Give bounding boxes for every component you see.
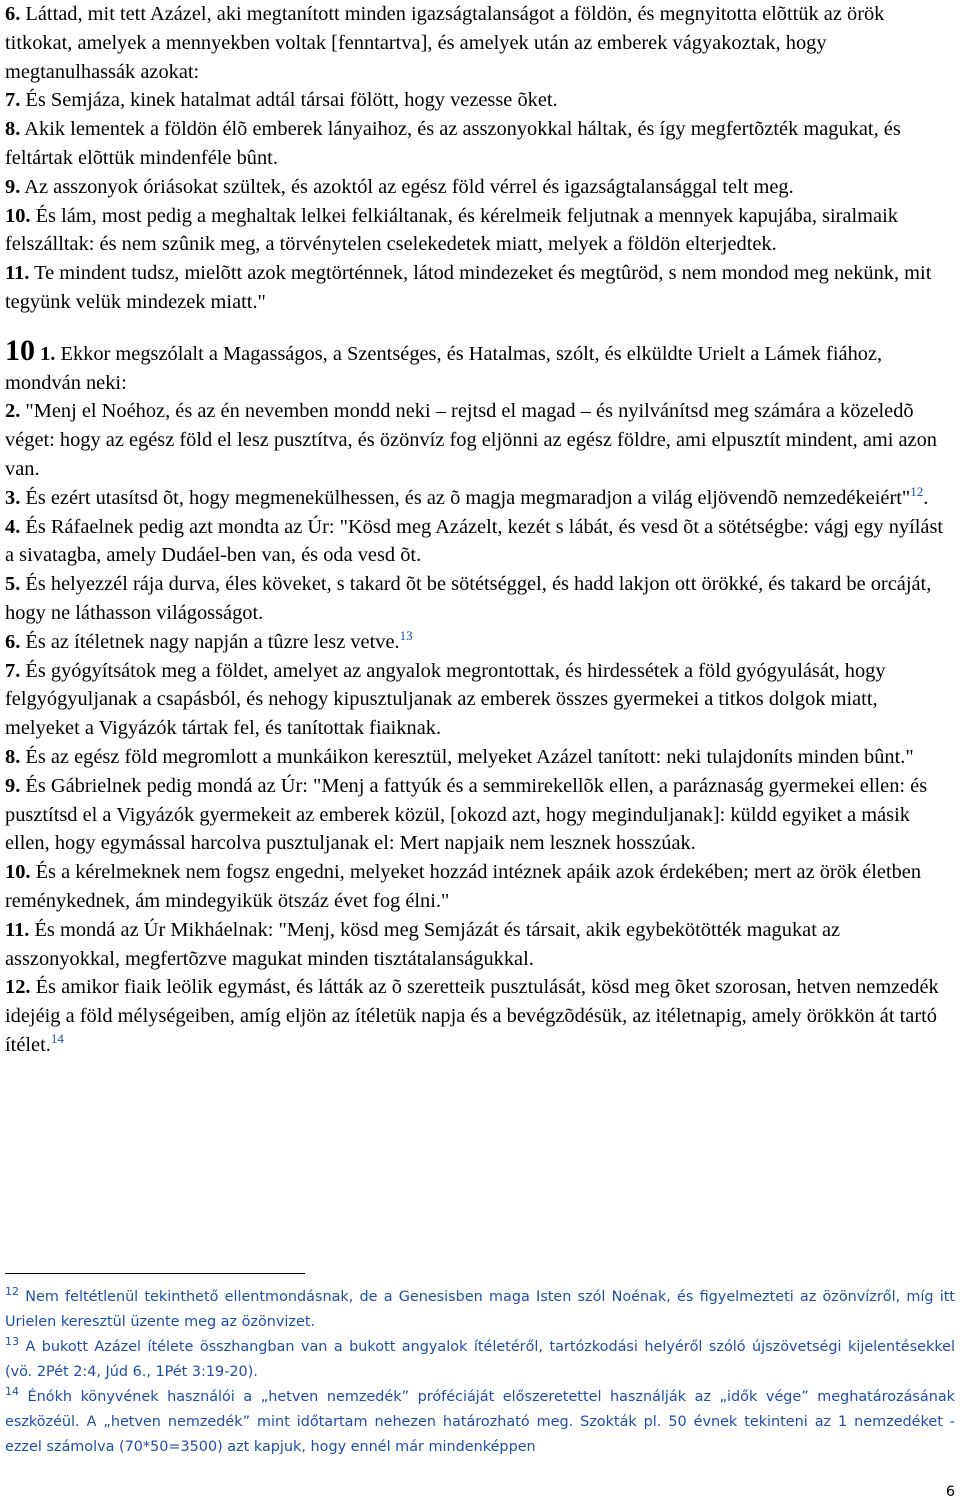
footnote-12 (5, 1285, 955, 1335)
verse-text-end: . (923, 486, 929, 509)
footnote-separator (5, 1273, 305, 1274)
verse-number: 9. (5, 175, 21, 198)
verse-9-6 (5, 0, 955, 86)
verse-number: 7. (5, 659, 21, 682)
verse-text: És helyezzél rája durva, éles köveket, s takard õt be sötétséggel, és hadd lakjon ott örökké, és takard be orcáját, hogy ne láthasson világosságot. (5, 573, 932, 624)
verse-text: Te mindent tudsz, mielõtt azok megtörténnek, látod mindezeket és megtûröd, s nem mondod meg nekünk, mit tegyünk velük mindezek miatt." (5, 262, 932, 313)
verse-number: 8. (5, 745, 21, 768)
verse-10-7 (5, 657, 955, 743)
verse-text: És az ítéletnek nagy napján a tûzre lesz vetve. (20, 630, 400, 653)
verse-number: 10. (5, 861, 31, 884)
chapter-number: 10 (5, 333, 35, 367)
verse-10-12 (5, 973, 955, 1059)
footnote-13 (5, 1335, 955, 1385)
footnote-text: Énókh könyvének használói a „hetven nemzedék” próféciáját előszeretettel használják az „idők vége” meghatározásának eszközéül. A „hetven nemzedék” mint időtartam nehezen határozható meg. Szokták pl. 50 évnek tekinteni az 1 nemzedéket - ezzel számolva (70*50=3500) azt kapjuk, hogy ennél már mindenképpen (5, 1389, 955, 1455)
footnote-number: 14 (5, 1385, 19, 1399)
verse-number: 1. (40, 342, 56, 365)
footnotes (5, 1285, 955, 1460)
verse-number: 2. (5, 400, 21, 423)
footnote-14 (5, 1385, 955, 1460)
verse-10-6 (5, 628, 955, 657)
verse-number: 11. (5, 262, 30, 285)
verse-text: És az egész föld megromlott a munkáikon keresztül, melyeket Azázel tanított: neki tulajdoníts minden bûnt." (20, 745, 914, 768)
verse-10-1 (5, 333, 955, 398)
footnote-number: 12 (5, 1285, 19, 1299)
footnote-ref[interactable]: 14 (50, 1031, 64, 1047)
verse-9-7 (5, 86, 955, 115)
verse-text: És a kérelmeknek nem fogsz engedni, melyeket hozzád intéznek apáik azok érdekében; mert az örök életben reménykednek, ám mindegyikük ötszáz évet fog élni." (5, 861, 922, 912)
verse-text: És lám, most pedig a meghaltak lelkei felkiáltanak, és kérelmeik feljutnak a mennyek kapujába, siralmaik felszálltak: és nem szûnik meg, a törvénytelen cselekedetek miatt, melyek a földön elterjedtek. (5, 204, 898, 256)
verse-number: 10. (5, 204, 31, 227)
verse-text: És ezért utasítsd õt, hogy megmenekülhessen, és az õ magja megmaradjon a világ eljövendõ nemzedékeiért" (20, 486, 911, 509)
verse-10-5 (5, 570, 955, 628)
verse-10-10 (5, 858, 955, 916)
verse-number: 9. (5, 774, 21, 797)
verse-10-3 (5, 484, 955, 513)
verse-text: Ekkor megszólalt a Magasságos, a Szentséges, és Hatalmas, szólt, és elküldte Urielt a Lámek fiához, mondván neki: (5, 342, 883, 394)
verse-text: És Semjáza, kinek hatalmat adtál társai fölött, hogy vezesse õket. (20, 89, 558, 112)
verse-number: 6. (5, 3, 21, 25)
verse-9-11 (5, 259, 955, 317)
verse-text: Az asszonyok óriásokat szültek, és azoktól az egész föld vérrel és igazságtalansággal telt meg. (20, 175, 794, 198)
chapter-gap (5, 317, 955, 337)
footnote-text: A bukott Azázel ítélete összhangban van a bukott angyalok ítéletéről, tartózkodási helyéről szóló újszövetségi kijelentésekkel (vö. 2Pét 2:4, Júd 6., 1Pét 3:19-20). (5, 1339, 955, 1380)
footnote-number: 13 (5, 1335, 19, 1349)
verse-9-9 (5, 173, 955, 202)
verse-10-8 (5, 743, 955, 772)
verse-text: "Menj el Noéhoz, és az én nevemben mondd neki – rejtsd el magad – és nyilvánítsd meg számára a közeledõ véget: hogy az egész föld el lesz pusztítva, és özönvíz fog eljönni az egész földre, ami elpusztít mindent, ami azon van. (5, 400, 937, 480)
verse-number: 7. (5, 89, 21, 112)
footnote-ref[interactable]: 13 (399, 627, 413, 643)
verse-text: És Ráfaelnek pedig azt mondta az Úr: "Kösd meg Azázelt, kezét s lábát, és vesd õt a sötétségbe: vágj egy nyílást a sivatagba, amely Dudáel-ben van, és oda vesd õt. (5, 515, 944, 567)
verse-text: És gyógyítsátok meg a földet, amelyet az angyalok megrontottak, és hirdessétek a föld gyógyulását, hogy felgyógyuljanak a csapásból, és nehogy kipusztuljanak az emberek összes gyermekei a titkos dolgok miatt, melyeket a Vigyázók tártak fel, és tanítottak fiaiknak. (5, 659, 886, 740)
verse-number: 3. (5, 486, 21, 509)
verse-text: És amikor fiaik leölik egymást, és látták az õ szeretteik pusztulását, kösd meg õket szorosan, hetven nemzedék idejéig a föld mélységeiben, amíg eljön az ítéletük napja és a bevégzõdésük, az itéletnapig, amely örökkön át tartó ítélet. (5, 976, 939, 1056)
verse-10-2 (5, 397, 955, 483)
verse-text: Akik lementek a földön élõ emberek lányaihoz, és az asszonyokkal háltak, és így megfertõzték magukat, és feltártak elõttük mindenféle bûnt. (5, 118, 901, 169)
verse-number: 6. (5, 630, 21, 653)
main-text (5, 0, 955, 1060)
verse-text: És Gábrielnek pedig mondá az Úr: "Menj a fattyúk és a semmirekellõk ellen, a paráznaság gyermekei ellen: és pusztítsd el a Vigyázók gyermekeit az emberek közül, [okozd azt, hogy meginduljanak]: küldd egyiket a másik ellen, hogy egymással harcolva pusztuljanak el: Mert napjaik nem lesznek hosszúak. (5, 774, 928, 855)
verse-10-4 (5, 513, 955, 571)
verse-number: 8. (5, 118, 21, 141)
verse-number: 4. (5, 515, 21, 538)
footnote-ref[interactable]: 12 (910, 483, 924, 499)
verse-10-11 (5, 916, 955, 974)
verse-number: 5. (5, 573, 21, 596)
verse-number: 11. (5, 918, 30, 941)
verse-text: És mondá az Úr Mikháelnak: "Menj, kösd meg Semjázát és társait, akik egybekötötték magukat az asszonyokkal, megfertõzve magukat minden tisztátalanságukkal. (5, 918, 841, 970)
page-number: 6 (945, 1484, 955, 1500)
footnote-text: Nem feltétlenül tekinthető ellentmondásnak, de a Genesisben maga Isten szól Noénak, és figyelmezteti az özönvízről, míg itt Urielen keresztül üzente meg az özönvizet. (5, 1289, 955, 1330)
verse-text: Láttad, mit tett Azázel, aki megtanított minden igazságtalanságot a földön, és megnyitotta elõttük az örök titkokat, amelyek a mennyekben voltak [fenntartva], és amelyek után az emberek vágyakoztak, hogy megtanulhassák azokat: (5, 3, 885, 83)
verse-number: 12. (5, 976, 31, 999)
verse-9-8 (5, 115, 955, 173)
verse-10-9 (5, 772, 955, 858)
verse-9-10 (5, 202, 955, 260)
